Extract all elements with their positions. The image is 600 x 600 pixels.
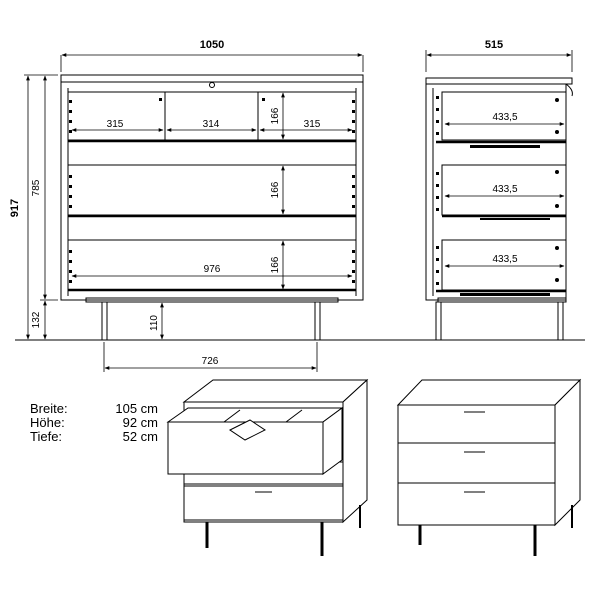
side-leg [558, 302, 563, 340]
dim-carcass-height: 785 [31, 179, 42, 197]
perspective-closed [398, 380, 580, 556]
spec-value: 105 cm [115, 401, 158, 416]
dim-overall-depth: 515 [484, 39, 504, 51]
spec-height [30, 416, 158, 430]
dim-drawer-depth-3: 433,5 [492, 254, 518, 265]
dim-drawer-height-3: 166 [270, 256, 281, 274]
dim-total-height: 917 [9, 198, 21, 218]
dim-drawer-depth-2: 433,5 [492, 184, 518, 195]
side-drawer-3 [442, 240, 566, 290]
dim-drawer-height-2: 166 [270, 181, 281, 199]
leg [102, 302, 107, 340]
dim-leg-height: 132 [31, 311, 42, 329]
spec-label: Höhe: [30, 415, 65, 430]
spec-label: Tiefe: [30, 429, 63, 444]
front-dimensions [24, 55, 363, 372]
top-plate [61, 75, 363, 82]
spec-width [30, 402, 158, 416]
spec-depth [30, 430, 158, 444]
drawer-box-middle [68, 165, 356, 215]
handle-hole [210, 83, 215, 88]
spec-value: 92 cm [122, 415, 158, 430]
dimension-specs [30, 402, 158, 444]
drawer-box-top [68, 92, 356, 140]
dim-leg-spacing: 726 [201, 356, 219, 367]
dim-section-3: 315 [303, 119, 321, 130]
leg [315, 302, 320, 340]
dim-leg-clearance: 110 [149, 315, 160, 331]
perspective-open-drawer [168, 380, 367, 556]
side-dimensions [426, 50, 572, 266]
dim-overall-width: 1050 [199, 39, 225, 51]
dim-inner-width: 976 [203, 264, 221, 275]
side-top-plate [426, 78, 572, 84]
spec-value: 52 cm [122, 429, 158, 444]
dim-drawer-depth-1: 433,5 [492, 112, 518, 123]
dim-drawer-height-1: 166 [270, 107, 281, 125]
dim-section-2: 314 [202, 119, 220, 130]
dim-section-1: 315 [106, 119, 124, 130]
spec-label: Breite: [30, 401, 68, 416]
side-leg [436, 302, 441, 340]
